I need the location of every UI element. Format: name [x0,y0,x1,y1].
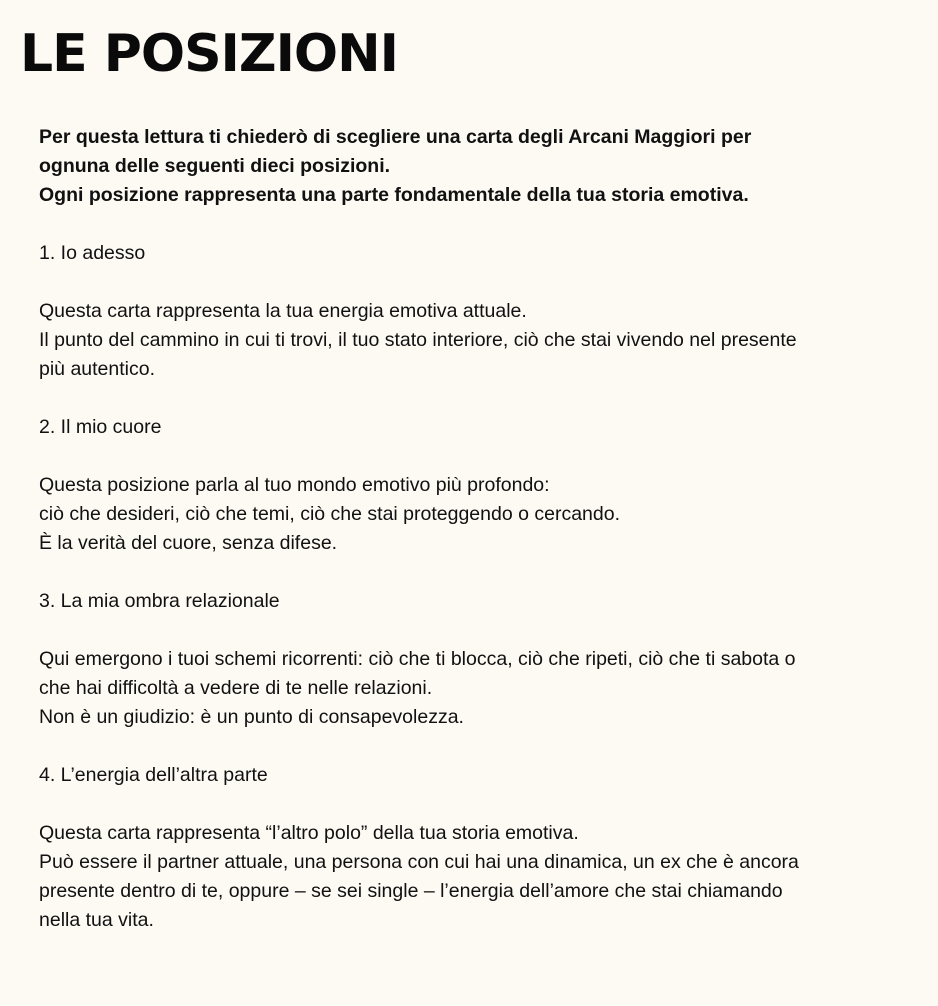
page-title: LE POSIZIONI [20,24,398,84]
description-line: Questa posizione parla al tuo mondo emotivo più profondo: [39,474,550,496]
position-heading: 1. Io adesso [39,242,146,264]
description-line: nella tua vita. [39,909,154,931]
spacer [39,558,919,587]
description-line: Non è un giudizio: è un punto di consapevolezza. [39,706,464,728]
spacer [39,732,919,761]
description-line: Questa carta rappresenta “l’altro polo” della tua storia emotiva. [39,822,579,844]
intro-line: ognuna delle seguenti dieci posizioni. [39,155,391,177]
description-line: che hai difficoltà a vedere di te nelle relazioni. [39,677,433,699]
spacer [39,210,919,239]
intro-line: Ogni posizione rappresenta una parte fondamentale della tua storia emotiva. [39,184,749,206]
description-line: Può essere il partner attuale, una persona con cui hai una dinamica, un ex che è ancora [39,851,799,873]
intro-line: Per questa lettura ti chiederò di scegliere una carta degli Arcani Maggiori per [39,126,752,148]
document-body [39,123,919,935]
description-line: più autentico. [39,358,156,380]
intro-paragraph [39,123,919,210]
position-heading: 2. Il mio cuore [39,416,162,438]
spacer [39,268,919,297]
description-line: È la verità del cuore, senza difese. [39,532,338,554]
description-line: Qui emergono i tuoi schemi ricorrenti: ciò che ti blocca, ciò che ripeti, ciò che ti sabota o [39,648,796,670]
description-line: presente dentro di te, oppure – se sei single – l’energia dell’amore che stai chiamando [39,880,783,902]
position-description [39,819,919,935]
description-line: Il punto del cammino in cui ti trovi, il tuo stato interiore, ciò che stai vivendo nel presente [39,329,797,351]
spacer [39,442,919,471]
spacer [39,384,919,413]
spacer [39,616,919,645]
description-line: ciò che desideri, ciò che temi, ciò che stai proteggendo o cercando. [39,503,621,525]
position-description [39,645,919,732]
position-heading: 3. La mia ombra relazionale [39,590,280,612]
position-heading: 4. L’energia dell’altra parte [39,764,268,786]
position-description [39,297,919,384]
position-description [39,471,919,558]
description-line: Questa carta rappresenta la tua energia emotiva attuale. [39,300,527,322]
spacer [39,790,919,819]
